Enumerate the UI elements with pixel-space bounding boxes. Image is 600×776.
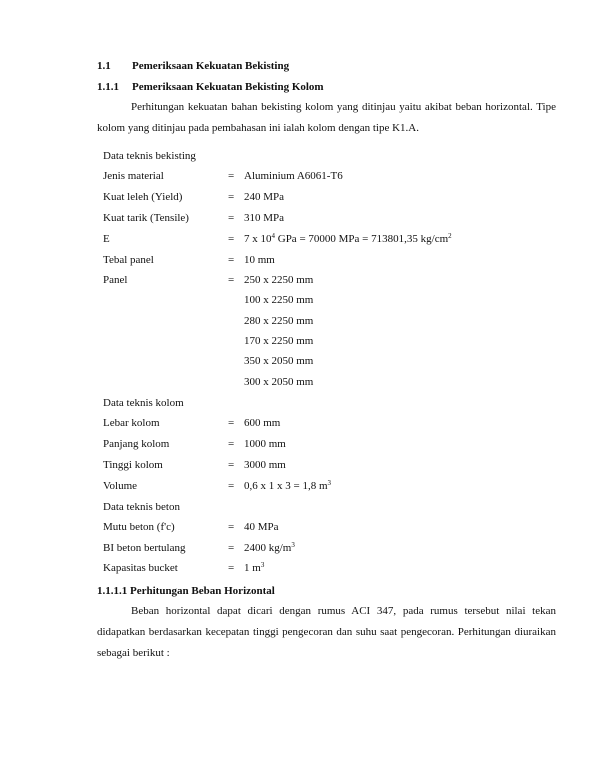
row-label: Kuat tarik (Tensile): [103, 212, 189, 224]
row-mutu-beton: [0, 521, 600, 541]
row-equals: =: [228, 233, 235, 245]
row-value: 240 MPa: [244, 191, 285, 203]
row-label: Jenis material: [103, 170, 164, 182]
row-value: 1000 mm: [244, 438, 286, 450]
row-panel-continued: [0, 355, 600, 375]
row-equals: =: [228, 170, 235, 182]
row-equals: =: [228, 480, 235, 492]
row-equals: =: [228, 212, 235, 224]
row-value: 7 x $10^4$ GPa = 70000 MPa = 713801,35 $kg/cm^2$: [244, 232, 452, 245]
row-equals: =: [228, 438, 235, 450]
row-value: 2400 $kg/m^3$: [244, 541, 295, 554]
row-value: 250 x 2250 mm: [244, 274, 314, 286]
row-volume: [0, 480, 600, 500]
row-kuat-leleh: [0, 191, 600, 211]
row-equals: =: [228, 521, 235, 533]
row-value: Aluminium A6061-T6: [244, 170, 343, 182]
row-equals: =: [228, 254, 235, 266]
row-panel-continued: [0, 294, 600, 314]
closing-paragraph: Beban horizontal dapat dicari dengan rumus ACI 347, pada rumus tersebut nilai tekan didapatkan berdasarkan kecepatan tinggi pengecoran dan suhu saat pengecoran. Perhitungan diuraikan sebagai berikut :: [97, 605, 556, 659]
section-title-beton: Data teknis beton: [103, 501, 180, 513]
row-label: BI beton bertulang: [103, 542, 186, 554]
row-equals: =: [228, 191, 235, 203]
row-label: Lebar kolom: [103, 417, 160, 429]
heading-1-number: 1.1: [97, 60, 111, 72]
row-value: 280 x 2250 mm: [244, 315, 314, 327]
row-panel-continued: [0, 376, 600, 396]
heading-2-title: Pemeriksaan Kekuatan Bekisting Kolom: [132, 81, 324, 93]
row-value: 0,6 x 1 x 3 = 1,8 $m^3$: [244, 479, 332, 492]
row-lebar-kolom: [0, 417, 600, 437]
row-label: Kapasitas bucket: [103, 562, 178, 574]
row-value: 600 mm: [244, 417, 281, 429]
row-value: 170 x 2250 mm: [244, 335, 314, 347]
heading-3: 1.1.1.1 Perhitungan Beban Horizontal: [97, 585, 275, 597]
row-kapasitas-bucket: [0, 562, 600, 582]
row-equals: =: [228, 417, 235, 429]
row-label: Volume: [103, 480, 138, 492]
row-modulus: [0, 233, 600, 253]
row-value: 300 x 2050 mm: [244, 376, 314, 388]
row-value: 350 x 2050 mm: [244, 355, 314, 367]
row-bi-beton: [0, 542, 600, 562]
heading-1-title: Pemeriksaan Kekuatan Bekisting: [132, 60, 290, 72]
row-panel-continued: [0, 315, 600, 335]
row-equals: =: [228, 562, 235, 574]
row-panjang-kolom: [0, 438, 600, 458]
row-value: 1 $m^3$: [244, 561, 265, 574]
row-label: Mutu beton (f'c): [103, 521, 175, 533]
row-value: 3000 mm: [244, 459, 286, 471]
row-label: Panel: [103, 274, 128, 286]
row-label: Tinggi kolom: [103, 459, 163, 471]
intro-paragraph: Perhitungan kekuatan bahan bekisting kolom yang ditinjau yaitu akibat beban horizontal. Tipe kolom yang ditinjau pada pembahasan ini ialah kolom dengan tipe K1.A.: [97, 101, 556, 134]
row-label: E: [103, 233, 110, 245]
row-value: 100 x 2250 mm: [244, 294, 314, 306]
row-equals: =: [228, 542, 235, 554]
row-value: 310 MPa: [244, 212, 285, 224]
row-equals: =: [228, 459, 235, 471]
section-title-bekisting: Data teknis bekisting: [103, 150, 196, 162]
row-value: 10 mm: [244, 254, 275, 266]
row-tinggi-kolom: [0, 459, 600, 479]
row-equals: =: [228, 274, 235, 286]
row-panel: [0, 274, 600, 294]
row-value: 40 MPa: [244, 521, 279, 533]
row-jenis-material: [0, 170, 600, 190]
row-panel-continued: [0, 335, 600, 355]
row-label: Tebal panel: [103, 254, 154, 266]
row-label: Panjang kolom: [103, 438, 170, 450]
row-label: Kuat leleh (Yield): [103, 191, 183, 203]
section-title-kolom: Data teknis kolom: [103, 397, 184, 409]
heading-2-number: 1.1.1: [97, 81, 119, 93]
row-kuat-tarik: [0, 212, 600, 232]
row-tebal-panel: [0, 254, 600, 274]
